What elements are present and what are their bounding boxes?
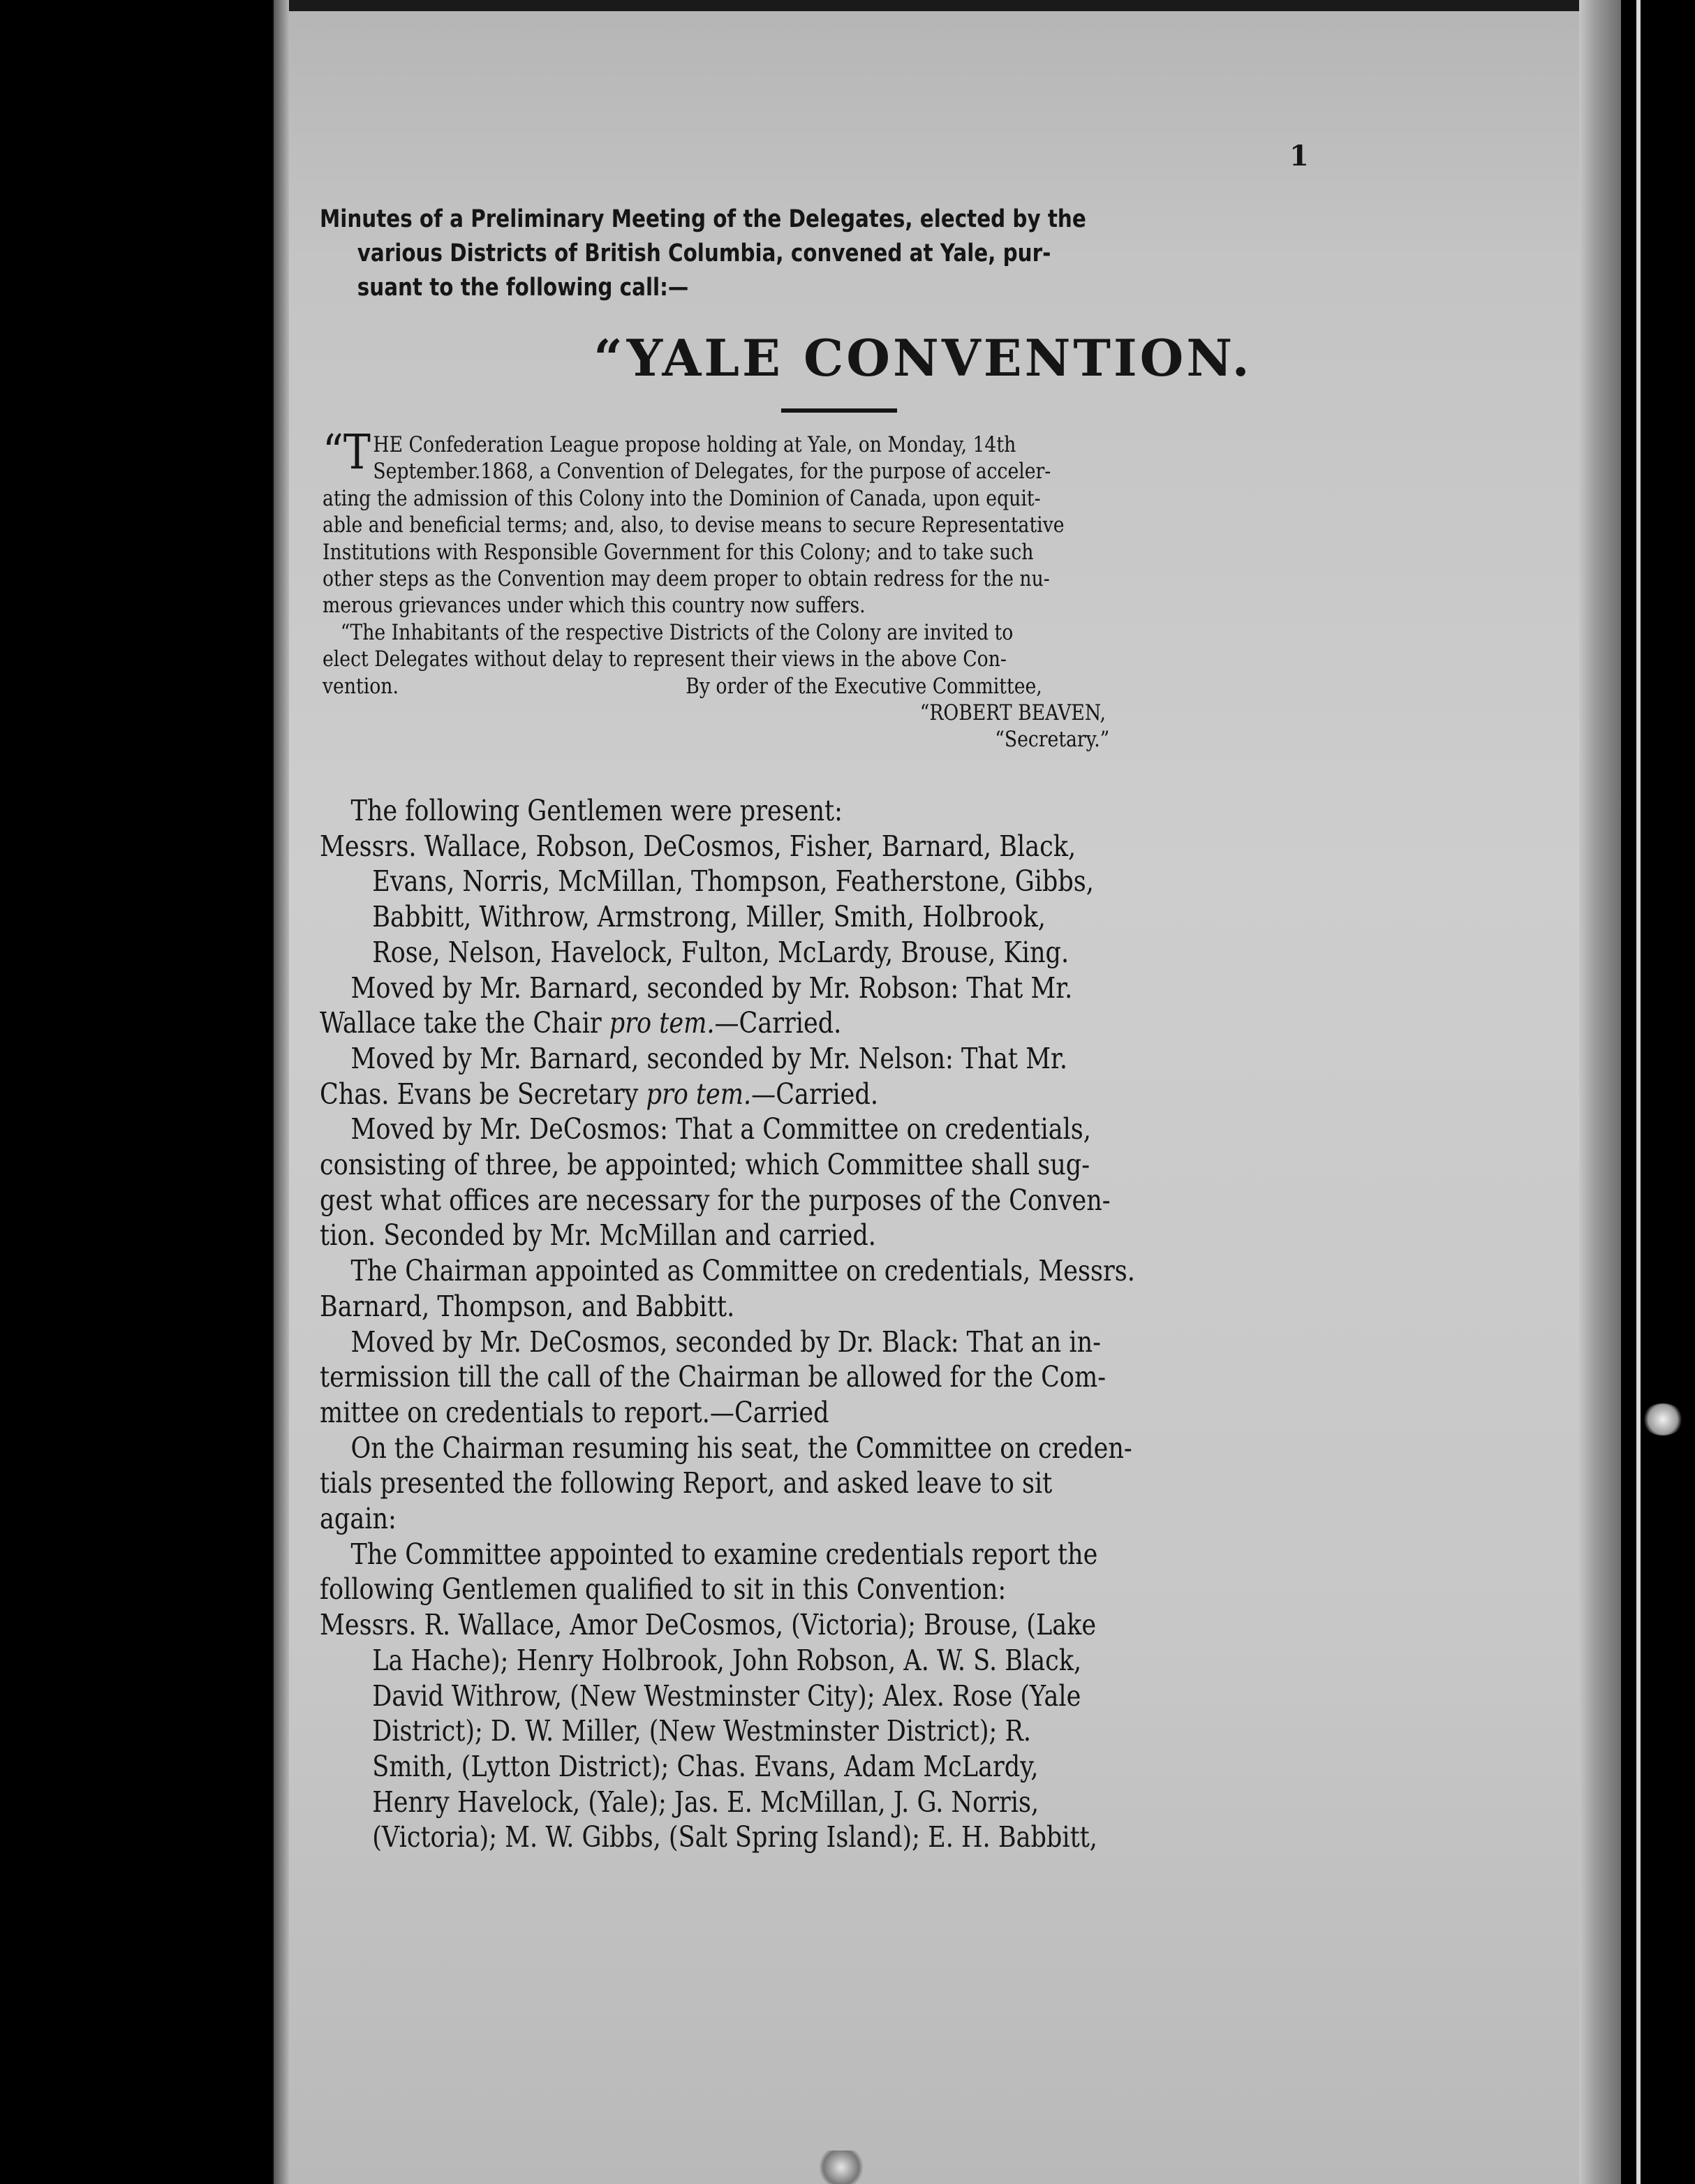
order-line: By order of the Executive Committee,: [686, 673, 1042, 699]
page-top-edge: [274, 0, 1621, 11]
qualified-delegates-list: [320, 1607, 1507, 1855]
notice-line: vention.: [323, 673, 399, 699]
body-line: District); D. W. Miller, (New Westminster District); R.: [372, 1714, 1031, 1748]
body-line: following Gentlemen qualified to sit in this Convention:: [320, 1572, 1007, 1607]
body-line: David Withrow, (New Westminster City); Alex. Rose (Yale: [372, 1678, 1081, 1713]
heading-line: Minutes of a Preliminary Meeting of the Delegates, elected by the: [320, 205, 1086, 233]
body-line: Moved by Mr. Barnard, seconded by Mr. Nelson: That Mr.: [350, 1041, 1068, 1075]
notice-line: “The Inhabitants of the respective Districts of the Colony are invited to: [340, 619, 1014, 645]
text-run: —Carried.: [751, 1077, 878, 1111]
motion-paragraph: [320, 1041, 1507, 1112]
heading-line: suant to the following call:—: [357, 274, 689, 302]
report-paragraph: [320, 1537, 1507, 1607]
notice-line: September.1868, a Convention of Delegates, for the purpose of acceler-: [373, 459, 1051, 485]
scan-background-left: [0, 0, 272, 2184]
notice-line: merous grievances under which this country now suffers.: [323, 593, 866, 619]
body-line: mittee on credentials to report.—Carried: [320, 1395, 829, 1429]
notice-line: ating the admission of this Colony into the Dominion of Canada, upon equit-: [323, 485, 1041, 511]
text-run: —Carried.: [714, 1006, 842, 1040]
drop-cap: “T: [323, 425, 371, 480]
title-rule: [781, 408, 897, 413]
page-heading: [320, 202, 1434, 305]
attendees-list: [320, 829, 1507, 971]
signature-name: “ROBERT BEAVEN,: [919, 700, 1106, 725]
notice-line: able and beneficial terms; and, also, to devise means to secure Representative: [323, 512, 1065, 538]
notice-line: HE Confederation League propose holding at Yale, on Monday, 14th: [373, 432, 1016, 457]
notice-line: elect Delegates without delay to represent their views in the above Con-: [323, 647, 1007, 672]
paragraph: The following Gentlemen were present:: [350, 794, 843, 827]
body-line: termission till the call of the Chairman be allowed for the Com-: [320, 1360, 1106, 1394]
body-line: [320, 1005, 1507, 1041]
body-line: (Victoria); M. W. Gibbs, (Salt Spring Island); E. H. Babbitt,: [372, 1820, 1097, 1854]
text-run: Chas. Evans be Secretary: [320, 1077, 646, 1111]
body-line: tion. Seconded by Mr. McMillan and carried.: [320, 1218, 876, 1253]
body-line: Moved by Mr. DeCosmos: That a Committee on credentials,: [350, 1112, 1091, 1146]
notice-line: Institutions with Responsible Government for this Colony; and to take such: [323, 539, 1034, 565]
body-line: Rose, Nelson, Havelock, Fulton, McLardy, Brouse, King.: [372, 935, 1069, 969]
body-line: Barnard, Thompson, and Babbitt.: [320, 1289, 735, 1323]
page-number: 1: [1289, 140, 1309, 172]
page-left-shadow: [274, 0, 289, 2184]
scan-smudge: [817, 2150, 866, 2184]
motion-paragraph: [320, 1253, 1507, 1324]
minutes-body: [320, 793, 1507, 1855]
motion-paragraph: [320, 1112, 1507, 1253]
scan-edge-line: [1636, 0, 1641, 2184]
body-line: [320, 1077, 1507, 1112]
body-line: Messrs. R. Wallace, Amor DeCosmos, (Victoria); Brouse, (Lake: [320, 1608, 1097, 1642]
document-page: [274, 0, 1621, 2184]
document-title: “YALE CONVENTION.: [593, 328, 1252, 388]
motion-paragraph: [320, 971, 1507, 1041]
scan-smudge: [1642, 1403, 1684, 1436]
text-run: Wallace take the Chair: [320, 1006, 609, 1040]
body-line: Moved by Mr. DeCosmos, seconded by Dr. Black: That an in-: [350, 1325, 1102, 1359]
body-line: La Hache); Henry Holbrook, John Robson, A. W. S. Black,: [372, 1643, 1082, 1677]
body-line: consisting of three, be appointed; which Committee shall sug-: [320, 1148, 1090, 1182]
body-line: Henry Havelock, (Yale); Jas. E. McMillan, J. G. Norris,: [372, 1785, 1039, 1819]
page-right-shadow: [1579, 0, 1621, 2184]
scan-background-right: [1621, 0, 1695, 2184]
body-line: The Chairman appointed as Committee on credentials, Messrs.: [350, 1254, 1135, 1288]
motion-paragraph: [320, 1431, 1507, 1537]
body-line: The Committee appointed to examine credentials report the: [350, 1537, 1098, 1571]
body-line: Babbitt, Withrow, Armstrong, Miller, Smith, Holbrook,: [372, 900, 1046, 934]
italic-run: pro tem.: [609, 1006, 715, 1040]
notice-block: [323, 425, 1535, 753]
body-line: Messrs. Wallace, Robson, DeCosmos, Fisher, Barnard, Black,: [320, 829, 1076, 863]
notice-line: other steps as the Convention may deem proper to obtain redress for the nu-: [323, 566, 1050, 592]
heading-line: various Districts of British Columbia, convened at Yale, pur-: [357, 239, 1051, 267]
body-line: tials presented the following Report, and asked leave to sit: [320, 1466, 1053, 1500]
body-line: Evans, Norris, McMillan, Thompson, Featherstone, Gibbs,: [372, 864, 1094, 899]
italic-run: pro tem.: [646, 1077, 752, 1111]
motion-paragraph: [320, 1325, 1507, 1431]
body-line: On the Chairman resuming his seat, the Committee on creden-: [350, 1431, 1132, 1465]
body-line: gest what offices are necessary for the purposes of the Conven-: [320, 1183, 1111, 1217]
signature-title: “Secretary.”: [995, 727, 1110, 753]
notice-closing-line: [323, 673, 1535, 700]
body-line: Moved by Mr. Barnard, seconded by Mr. Robson: That Mr.: [350, 971, 1073, 1005]
body-line: Smith, (Lytton District); Chas. Evans, Adam McLardy,: [372, 1749, 1039, 1783]
body-line: again:: [320, 1502, 397, 1536]
